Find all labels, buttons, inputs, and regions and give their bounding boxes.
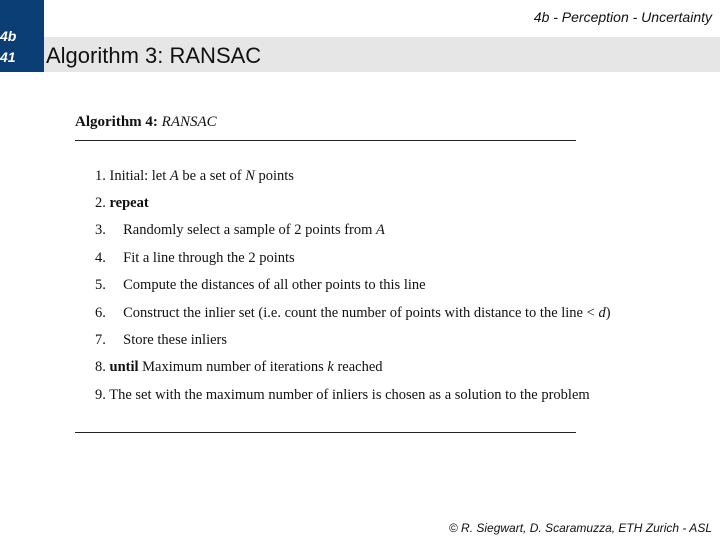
algorithm-step-5: 5. Compute the distances of all other points to this line (95, 277, 426, 293)
algorithm-step-3: 3. Randomly select a sample of 2 points from A (95, 222, 385, 238)
algorithm-step-2: 2. repeat (95, 195, 149, 211)
title-bar (44, 37, 720, 72)
footer-credit: © R. Siegwart, D. Scaramuzza, ETH Zurich - ASL (448, 521, 712, 535)
algorithm-step-7: 7. Store these inliers (95, 332, 228, 348)
top-rule (75, 140, 576, 141)
algorithm-step-1: 1. Initial: let A be a set of N points (95, 168, 294, 184)
algorithm-step-4: 4. Fit a line through the 2 points (95, 250, 295, 266)
algorithm-label: Algorithm 4: (75, 114, 158, 130)
algorithm-step-6: 6. Construct the inlier set (i.e. count the number of points with distance to the line < d) (95, 305, 611, 321)
algorithm-step-9: 9. The set with the maximum number of inliers is chosen as a solution to the problem (95, 387, 590, 403)
bottom-rule (75, 432, 576, 433)
slide-number: 41 (0, 49, 16, 65)
header-title: 4b - Perception - Uncertainty (533, 9, 712, 25)
chapter-label: 4b (0, 28, 17, 44)
sidebar-block (0, 0, 44, 72)
algorithm-step-8: 8. until Maximum number of iterations k reached (95, 359, 383, 375)
slide-title: Algorithm 3: RANSAC (46, 43, 262, 68)
algorithm-name: RANSAC (161, 114, 217, 130)
algorithm-heading (75, 114, 217, 131)
